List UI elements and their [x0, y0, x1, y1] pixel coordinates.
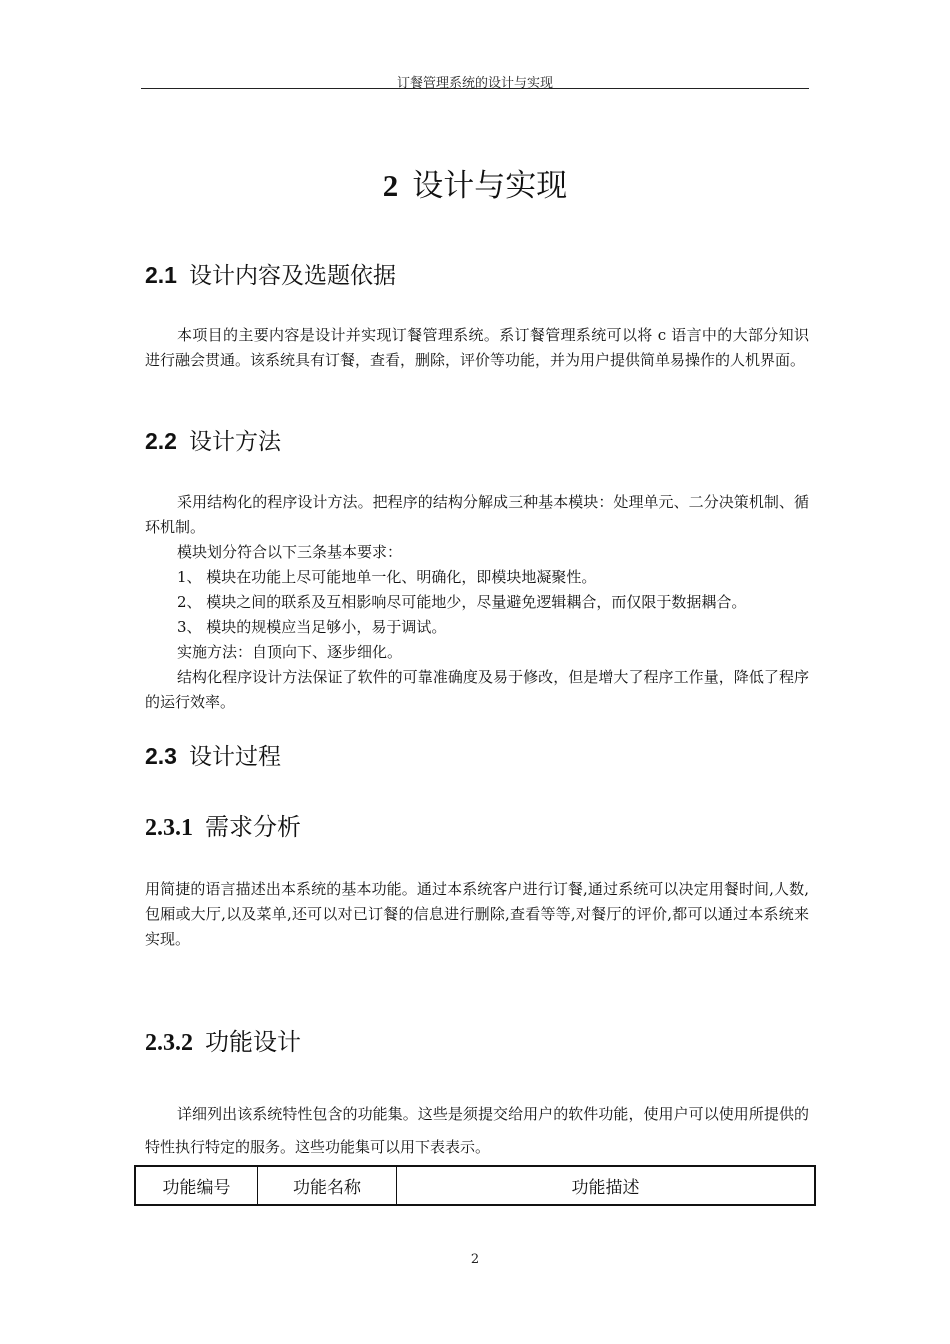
subsection-title: 需求分析 — [205, 813, 301, 841]
requirement-3: 3、 模块的规模应当足够小，易于调试。 — [177, 618, 447, 636]
paragraph-2-3-2: 详细列出该系统特性包含的功能集。这些是须提交给用户的软件功能，使用户可以使用所提供的特性执行特定的服务。这些功能集可以用下表表示。 — [145, 1105, 809, 1156]
section-heading-2-2 — [145, 423, 281, 456]
section-number: 2.3 — [145, 743, 177, 769]
paragraph-2-2-summary: 结构化程序设计方法保证了软件的可靠准确度及易于修改，但是增大了程序工作量，降低了程序的运行效率。 — [145, 668, 809, 711]
requirement-1: 1、 模块在功能上尽可能地单一化、明确化，即模块地凝聚性。 — [177, 568, 597, 586]
paragraph-2-3-1: 用简捷的语言描述出本系统的基本功能。通过本系统客户进行订餐,通过系统可以决定用餐时间,人数,包厢或大厅,以及菜单,还可以对已订餐的信息进行删除,查看等等,对餐厅的评价,都可以通过本系统来实现。 — [145, 880, 809, 948]
chapter-title — [0, 160, 950, 205]
table-header-cell-name: 功能名称 — [258, 1167, 397, 1204]
section-heading-2-3 — [145, 738, 281, 771]
subsection-title: 功能设计 — [205, 1028, 301, 1056]
function-table-header — [134, 1165, 816, 1206]
header-rule — [141, 88, 809, 89]
section-heading-2-1 — [145, 257, 396, 290]
paragraph-2-2-intro: 采用结构化的程序设计方法。把程序的结构分解成三种基本模块：处理单元、二分决策机制、循环机制。 — [145, 493, 809, 536]
subsection-number: 2.3.1 — [145, 815, 193, 841]
chapter-number: 2 — [382, 168, 399, 203]
section-number: 2.2 — [145, 428, 177, 454]
subsection-heading-2-3-1 — [145, 807, 301, 842]
subsection-heading-2-3-2 — [145, 1022, 301, 1057]
subsection-number: 2.3.2 — [145, 1030, 193, 1056]
section-title: 设计内容及选题依据 — [188, 263, 396, 289]
section-title: 设计方法 — [188, 429, 281, 455]
running-header: 订餐管理系统的设计与实现 — [396, 76, 553, 91]
section-title: 设计过程 — [188, 744, 281, 770]
implementation-method: 实施方法：自顶向下、逐步细化。 — [177, 643, 403, 661]
page-number: 2 — [470, 1252, 480, 1267]
requirement-2: 2、 模块之间的联系及互相影响尽可能地少，尽量避免逻辑耦合，而仅限于数据耦合。 — [177, 593, 747, 611]
table-header-cell-description: 功能描述 — [571, 1178, 640, 1198]
requirement-intro: 模块划分符合以下三条基本要求： — [177, 543, 403, 561]
section-number: 2.1 — [145, 262, 177, 288]
chapter-title-text: 设计与实现 — [412, 168, 568, 204]
paragraph-2-1: 本项目的主要内容是设计并实现订餐管理系统。系订餐管理系统可以将 c 语言中的大部分知识进行融会贯通。该系统具有订餐，查看，删除，评价等功能，并为用户提供简单易操作的人机界面。 — [145, 326, 809, 369]
table-header-cell-id: 功能编号 — [136, 1167, 258, 1204]
